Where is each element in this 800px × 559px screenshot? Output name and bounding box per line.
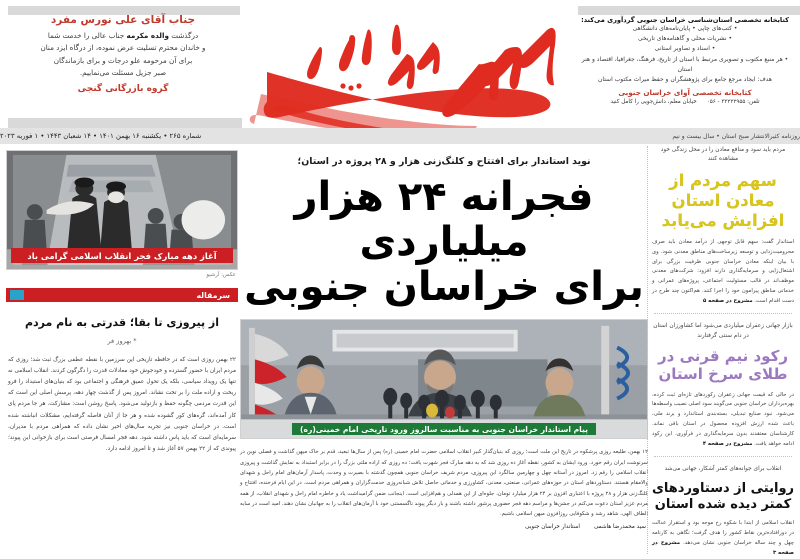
press-conference-photo: [240, 319, 648, 439]
editorial-body: ۲۲ بهمن روزی است که در حافظه تاریخی این سرزمین با نقطه عطفی بزرگ ثبت شد؛ روزی که مردم ایران با حضور گسترده و خودجوش خود معادلات قدرت را دگرگون کردند. انقلاب اسلامی نه تنها یک رویداد سیاسی، بلکه یک تحول عمیق فرهنگی و اجتماعی بود که بنیان‌های استبداد را فرو ریخت و اراده ملت را بر تخت نشاند. امروز پس از گذشت چهار دهه، پرسش اصلی این است که این قدرت مردمی چگونه حفظ و بازتولید می‌شود. پاسخ روشن است: مشارکت. هر جا مردم پای کار آمده‌اند، گره‌های کور گشوده شده و هر جا از آنان فاصله گرفته‌ایم، مشکلات انباشته شده است. در خراسان جنوبی نیز تجربه سال‌های اخیر نشان داده که همراهی مردم با مدیران، سرمایه‌ای است که باید پاس داشته شود. دهه فجر امسال فرصتی است برای بازخوانی این پیوند؛ پیوندی که از ۲۲ بهمن ۵۷ آغاز شد و تا امروز ادامه دارد.: [8, 357, 236, 452]
infobox-address: خیابان معلم، دانش‌جویی را کامل کنید: [610, 99, 697, 106]
signature-role: استاندار خراسان جنوبی: [525, 523, 580, 530]
story-mines-overline: مردم باید سود و منافع معادن را در محل زندگی خود مشاهده کنند: [660, 147, 786, 163]
condolence-line-3: و خاندان محترم تسلیت عرض نموده، از درگاه ایزد منان: [40, 43, 206, 53]
infobox-heading: کتابخانه تخصصی استان‌شناسی خراسان جنوبی گردآوری می‌کند:: [581, 16, 789, 24]
story-achievements-title: روایتی از دستاوردهای کمتر دیده شده استان: [651, 480, 795, 512]
condolence-line-4: برای آن مرحومه علو درجات و برای بازماندگان: [53, 55, 193, 65]
condolence-line-2: جناب عالی را خدمت شما: [47, 31, 125, 40]
press-conference-photo-icon: [241, 320, 647, 438]
photo-credit: عکس: آرشیو: [206, 272, 236, 278]
infobox-line-2: • اسناد و تصاویر استانی: [654, 45, 716, 53]
condolence-line-5: صبر جزیل مسئلت می‌نماییم.: [79, 68, 167, 78]
infobox-phone: تلفن: ۳۲۲۲۲۹۵۵ - ۰۵۶: [706, 99, 760, 106]
story-saffron-more[interactable]: مشروح در صفحه ۴: [702, 440, 753, 447]
editorial-author: * بهروز فر: [107, 337, 137, 345]
center-column: [240, 150, 648, 554]
story-mines-title: سهم مردم از معادن استان افزایش می‌یابد: [661, 170, 785, 230]
condolence-bold: والده مکرمه: [126, 31, 169, 40]
condolence-signature: گروه بازرگانی گنجی: [77, 83, 169, 94]
condolence-line-1: درگذشت: [171, 31, 199, 40]
story-separator-2: [654, 456, 792, 457]
date-bar: [0, 128, 800, 144]
newspaper-logo: [247, 2, 567, 140]
infobox-line-1: • نشریات محلی و گاهنامه‌های تاریخی: [637, 35, 733, 43]
historic-photo-caption: آغاز دهه مبارک فجر انقلاب اسلامی گرامی باد: [11, 248, 233, 263]
editorial-title[interactable]: از پیروزی تا بقا؛ قدرتی به نام مردم: [24, 316, 220, 329]
story-saffron-overline: بازار جهانی زعفران میلیاردی می‌شود اما کشاورزان استان در دام سنتی گرفتارند: [653, 323, 793, 339]
story-achievements-body: [650, 519, 796, 558]
lead-article-body: ۱۲ بهمن، طلیعه روزی پرشکوه در تاریخ این ملت است؛ روزی که بنیان‌گذار کبیر انقلاب اسلامی حضرت امام خمینی (ره) پس از سال‌ها تبعید، قدم بر خاک میهن گذاشت و فصلی نوین در سرنوشت ایران رقم خورد. ورود ایشان به کشور، نقطه آغاز ده روزی شد که به دهه مبارک فجر شهرت یافت؛ ده روزی که اراده ملتی بزرگ را در برابر استبداد به نمایش گذاشت و پیروزی انقلاب اسلامی را رقم زد. امروز در آستانه چهل و چهارمین سالگرد این پیروزی، مردم شریف خراسان جنوبی همچون گذشته با بصیرت و وحدت، پاسدار آرمان‌های امام راحل و شهدای والامقام هستند. دستاوردهای استان در حوزه‌های عمرانی، صنعتی، معدنی، کشاورزی و خدماتی حاصل تلاش شبانه‌روزی خدمت‌گزاران و همراهی مردم است. در این ایام فرخنده، افتتاح و کلنگ‌زنی هزار و ۲۸ پروژه با اعتباری افزون بر ۲۴ هزار میلیارد تومان، جلوه‌ای از این همدلی و هم‌افزایی است. اینجانب ضمن گرامیداشت یاد و خاطره امام راحل و شهدای انقلاب، از همه مردم عزیز استان دعوت می‌کنم در جشن‌ها و مراسم دهه فجر حضوری پرشور داشته باشند و بار دیگر پیوند ناگسستنی خود با آرمان‌های انقلاب را به جهانیان نشان دهند. امید است در سایه الطاف الهی، شاهد رشد و شکوفایی روزافزون میهن اسلامی باشیم.: [240, 449, 648, 518]
story-achievements-more[interactable]: مشروح در صفحه ۳: [652, 539, 794, 556]
press-photo-caption: پیام استاندار خراسان جنوبی به مناسبت سالروز ورود تاریخی امام خمینی(ره): [292, 423, 596, 435]
historic-photo: [6, 150, 238, 270]
story-mines-text: استاندار گفت: سهم قابل توجهی از درآمد معادن باید صرف محرومیت‌زدایی و توسعه زیرساخت‌های مناطق معدنی شود. وی با بیان اینکه معادن خراسان جنوبی ظرفیت بزرگی برای اشتغال‌زایی و سرمایه‌گذاری دارند افزود: شرکت‌های معدنی موظف‌اند در قالب مسئولیت اجتماعی، پروژه‌های عمرانی و خدماتی مناطق پیرامون خود را اجرا کنند. هم‌اکنون چند طرح در دست اقدام است.: [652, 238, 794, 304]
signature-name: سید محمدرضا هاشمی: [593, 523, 646, 530]
sidebar-story-mines[interactable]: [650, 146, 796, 306]
issue-date-line: شماره ۲۶۵ • یکشنبه ۱۶ بهمن ۱۴۰۱ • ۱۴ شعبان ۱۴۴۳ • ۱ فوریه ۲۰۲۳: [0, 132, 202, 140]
story-separator-1: [654, 313, 792, 314]
infobox-line-3: • هر منبع مکتوب و تصویری مرتبط با استان از تاریخ، فرهنگ، جغرافیا، اقتصاد و هنر استان: [581, 55, 789, 73]
lead-headline[interactable]: [240, 175, 648, 309]
condolence-title: جناب آقای علی نورس مفرد: [50, 14, 196, 26]
story-achievements-text: انقلاب اسلامی از ابتدا با شکوه رخ موجه بود و استقرار عدالت در دورافتاده‌ترین نقاط کشور را هدف گرفت؛ نگاهی به کارنامه چهل و چند ساله خراسان جنوبی نشان می‌دهد.: [652, 520, 794, 546]
sidebar-story-achievements[interactable]: [650, 465, 796, 558]
condolence-body: [8, 30, 238, 80]
lead-headline-line-2: برای خراسان جنوبی: [244, 263, 644, 310]
masthead-calligraphy-icon: [247, 2, 567, 140]
library-info-box: [576, 14, 794, 122]
column-divider: [647, 146, 648, 554]
editorial-banner-square-icon: [10, 290, 24, 300]
story-saffron-title: رکود نیم قرنی در طلای سرخ استان: [658, 347, 788, 384]
lead-kicker: نوید استاندار برای افتتاح و کلنگ‌زنی هزار و ۲۸ پروژه در استان؛: [297, 156, 591, 167]
editorial-banner[interactable]: [6, 288, 238, 302]
infobox-line-0: • کتب‌های چاپی • پایان‌نامه‌های دانشگاهی: [632, 25, 738, 32]
right-column: [650, 146, 796, 556]
story-achievements-overline: انقلاب برای جوانه‌های کمتر آشکار، جهانی می‌شد: [664, 466, 782, 473]
story-mines-body: [650, 238, 796, 307]
editorial-banner-label: سرمقاله: [196, 290, 230, 300]
paper-slogan: روزنامه کثیرالانتشار صبح استان • سال بیست و نیم: [672, 132, 800, 140]
infobox-contact: [580, 99, 790, 105]
condolence-notice: [8, 12, 238, 124]
infobox-goal: هدف: ایجاد مرجع جامع برای پژوهشگران و حفظ میراث مکتوب استان: [598, 75, 772, 83]
lead-headline-line-1: فجرانه ۲۴ هزار میلیاردی: [294, 174, 594, 265]
story-saffron-body: [650, 391, 796, 450]
masthead: [0, 0, 800, 148]
story-saffron-text: در حالی که قیمت جهانی زعفران رکوردهای تازه‌ای ثبت کرده، بهره‌برداران خراسان جنوبی می‌گویند سود اصلی نصیب واسطه‌ها می‌شود. نبود صنایع تبدیلی، بسته‌بندی استاندارد و برند ملی، باعث شده ارزش افزوده محصول در استان باقی نماند. کارشناسان معتقدند بدون سرمایه‌گذاری در فرآوری، این رکود ادامه خواهد یافت.: [652, 391, 794, 447]
story-mines-more[interactable]: مشروح در صفحه ۵: [703, 297, 753, 304]
lead-article-signature: [240, 524, 648, 530]
left-column: [6, 150, 238, 554]
infobox-library-name: کتابخانه تخصصی آوای خراسان جنوبی: [618, 88, 752, 98]
sidebar-story-saffron[interactable]: [650, 322, 796, 449]
